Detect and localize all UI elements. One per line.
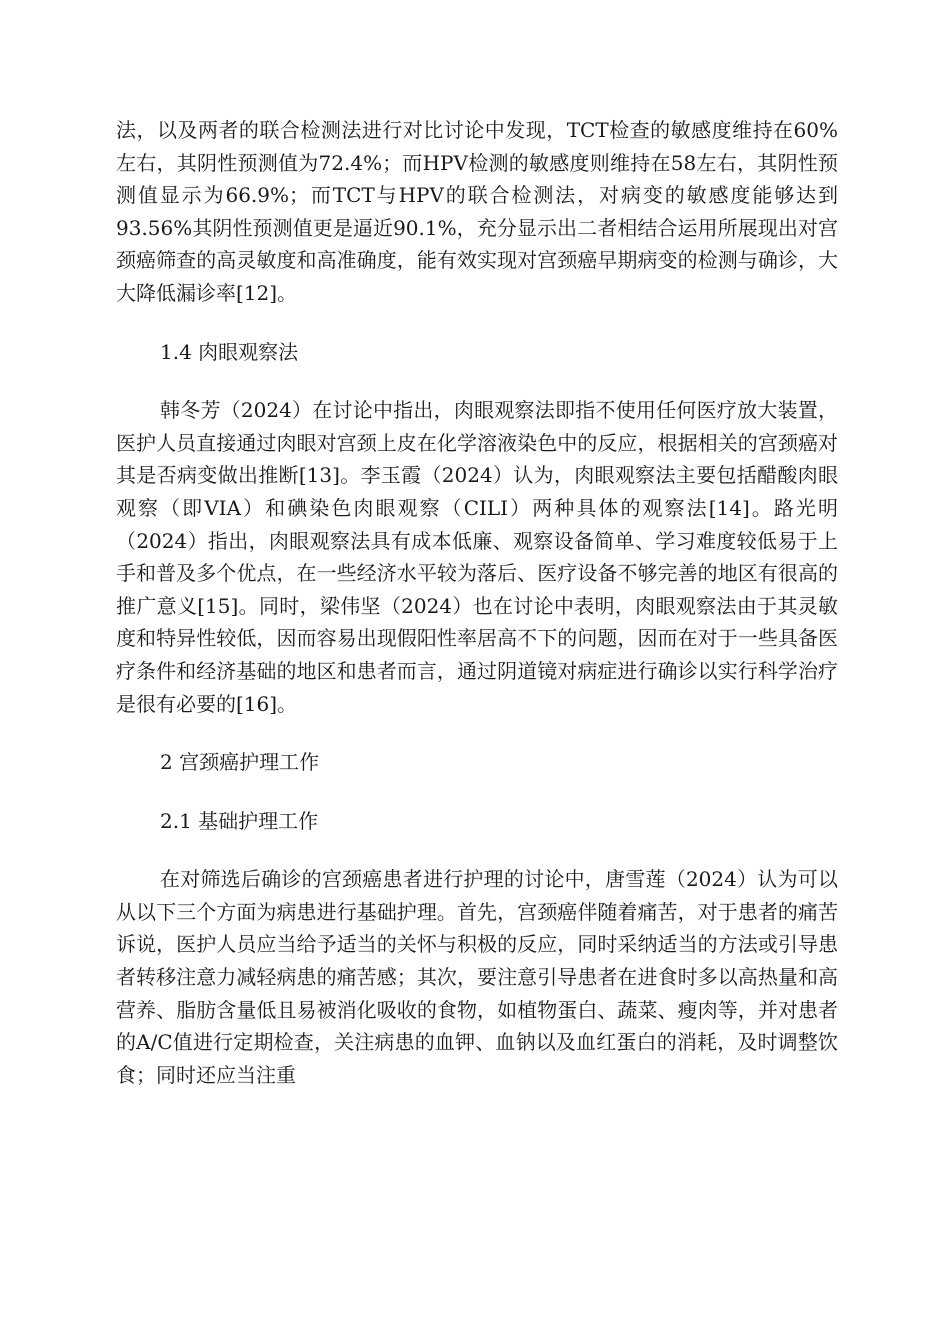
body-paragraph: 韩冬芳（2024）在讨论中指出，肉眼观察法即指不使用任何医疗放大装置，医护人员直接通过肉眼对宫颈上皮在化学溶液染色中的反应，根据相关的宫颈癌对其是否病变做出推断[13]。李玉霞（2024）认为，肉眼观察法主要包括醋酸肉眼观察（即VIA）和碘染色肉眼观察（CILI）两种具体的观察法[14]。路光明（2024）指出，肉眼观察法具有成本低廉、观察设备简单、学习难度较低易于上手和普及多个优点，在一些经济水平较为落后、医疗设备不够完善的地区有很高的推广意义[15]。同时，梁伟坚（2024）也在讨论中表明，肉眼观察法由于其灵敏度和特异性较低，因而容易出现假阳性率居高不下的问题，因而在对于一些具备医疗条件和经济基础的地区和患者而言，通过阴道镜对病症进行确诊以实行科学治疗是很有必要的[16]。: [116, 398, 838, 716]
body-paragraph: 在对筛选后确诊的宫颈癌患者进行护理的讨论中，唐雪莲（2024）认为可以从以下三个方面为病患进行基础护理。首先，宫颈癌伴随着痛苦，对于患者的痛苦诉说，医护人员应当给予适当的关怀与积极的反应，同时采纳适当的方法或引导患者转移注意力减轻病患的痛苦感；其次，要注意引导患者在进食时多以高热量和高营养、脂肪含量低且易被消化吸收的食物，如植物蛋白、蔬菜、瘦肉等，并对患者的A/C值进行定期检查，关注病患的血钾、血钠以及血红蛋白的消耗，及时调整饮食；同时还应当注重: [116, 867, 838, 1087]
body-paragraph: 法，以及两者的联合检测法进行对比讨论中发现，TCT检查的敏感度维持在60%左右，其阴性预测值为72.4%；而HPV检测的敏感度则维持在58左右，其阴性预测值显示为66.9%；而TCT与HPV的联合检测法，对病变的敏感度能够达到93.56%其阴性预测值更是逼近90.1%，充分显示出二者相结合运用所展现出对宫颈癌筛查的高灵敏度和高准确度，能有效实现对宫颈癌早期病变的检测与确诊，大大降低漏诊率[12]。: [116, 118, 838, 305]
paragraph-gap: [116, 779, 838, 805]
paragraph-gap: [116, 368, 838, 394]
subsection-heading: 2.1 基础护理工作: [160, 808, 319, 833]
paragraph-gap: [116, 720, 838, 746]
section-heading: 2 宫颈癌护理工作: [160, 750, 320, 775]
paragraph-gap: [116, 837, 838, 863]
document-body: [116, 114, 838, 1091]
paragraph-gap: [116, 310, 838, 336]
section-heading: 1.4 肉眼观察法: [160, 339, 299, 364]
